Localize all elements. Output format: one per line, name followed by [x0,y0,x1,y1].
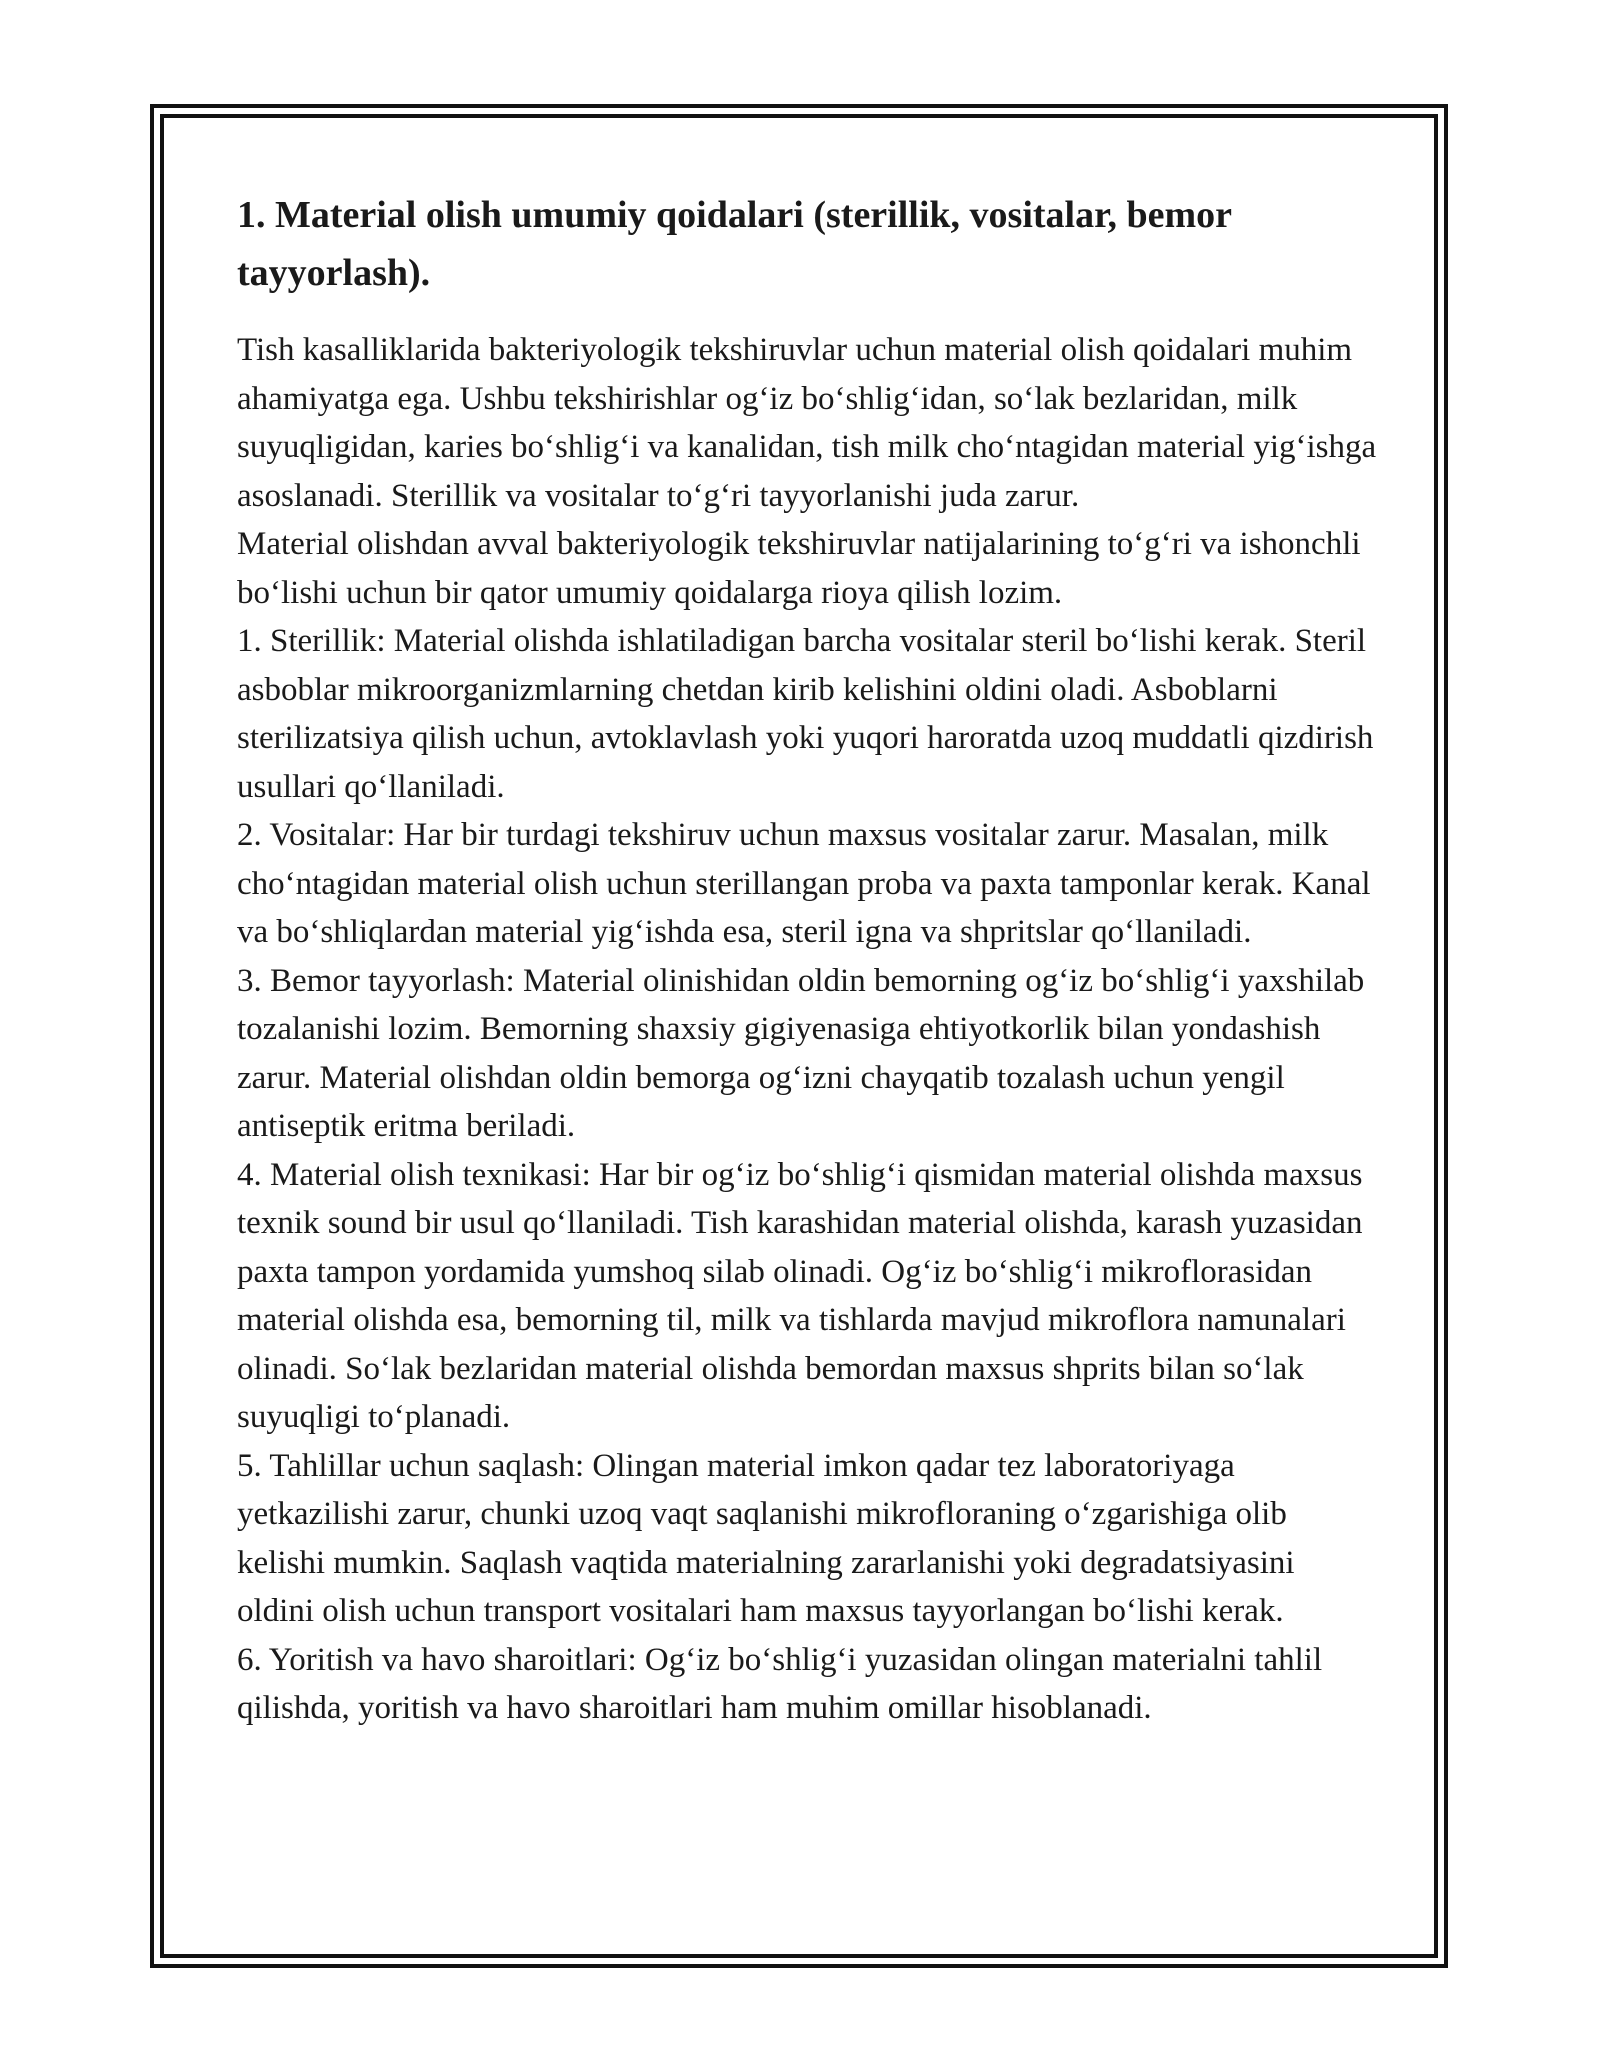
paragraph-tools: 2. Vositalar: Har bir turdagi tekshiruv uchun maxsus vositalar zarur. Masalan, milk cho‘ntagidan material olish uchun sterillangan proba va paxta tamponlar kerak. Kanal va bo‘shliqlardan material yig‘ishda esa, steril igna va shpritslar qo‘llaniladi. [237,817,1371,950]
paragraph-sampling-technique: 4. Material olish texnikasi: Har bir og‘iz bo‘shlig‘i qismidan material olishda maxsus texnik sound bir usul qo‘llaniladi. Tish karashidan material olishda, karash yuzasidan paxta tampon yordamida yumshoq silab olinadi. Og‘iz bo‘shlig‘i mikroflorasidan material olishda esa, bemorning til, milk va tishlarda mavjud mikroflora namunalari olinadi. So‘lak bezlaridan material olishda bemordan maxsus shprits bilan so‘lak suyuqligi to‘planadi. [237,1156,1363,1435]
paragraph-lighting-conditions: 6. Yoritish va havo sharoitlari: Og‘iz bo‘shlig‘i yuzasidan olingan materialni tahlil qilishda, yoritish va havo sharoitlari ham muhim omillar hisoblanadi. [237,1641,1323,1726]
paragraph-general-rules: Material olishdan avval bakteriyologik tekshiruvlar natijalarining to‘g‘ri va ishonchli bo‘lishi uchun bir qator umumiy qoidalarga rioya qilish lozim. [237,526,1361,611]
paragraph-patient-preparation: 3. Bemor tayyorlash: Material olinishidan oldin bemorning og‘iz bo‘shlig‘i yaxshilab tozalanishi lozim. Bemorning shaxsiy gigiyenasiga ehtiyotkorlik bilan yondashish zarur. Material olishdan oldin bemorga og‘izni chayqatib tozalash uchun yengil antiseptik eritma beriladi. [237,962,1365,1144]
paragraph-intro: Tish kasalliklarida bakteriyologik tekshiruvlar uchun material olish qoidalari muhim ahamiyatga ega. Ushbu tekshirishlar og‘iz bo‘shlig‘idan, so‘lak bezlaridan, milk suyuqligidan, karies bo‘shlig‘i va kanalidan, tish milk cho‘ntagidan material yig‘ishga asoslanadi. Sterillik va vositalar to‘g‘ri tayyorlanishi juda zarur. [237,332,1377,514]
section-heading: 1. Material olish umumiy qoidalari (sterillik, vositalar, bemor tayyorlash). [237,194,1232,294]
paragraph-sterility: 1. Sterillik: Material olishda ishlatiladigan barcha vositalar steril bo‘lishi kerak. Steril asboblar mikroorganizmlarning chetdan kirib kelishini oldini oladi. Asboblarni sterilizatsiya qilish uchun, avtoklavlash yoki yuqori haroratda uzoq muddatli qizdirish usullari qo‘llaniladi. [237,623,1374,805]
paragraph-storage: 5. Tahlillar uchun saqlash: Olingan material imkon qadar tez laboratoriyaga yetkazilishi zarur, chunki uzoq vaqt saqlanishi mikrofloraning o‘zgarishiga olib kelishi mumkin. Saqlash vaqtida materialning zararlanishi yoki degradatsiyasini oldini olish uchun transport vositalari ham maxsus tayyorlangan bo‘lishi kerak. [237,1447,1295,1629]
document-body [237,186,1377,1733]
